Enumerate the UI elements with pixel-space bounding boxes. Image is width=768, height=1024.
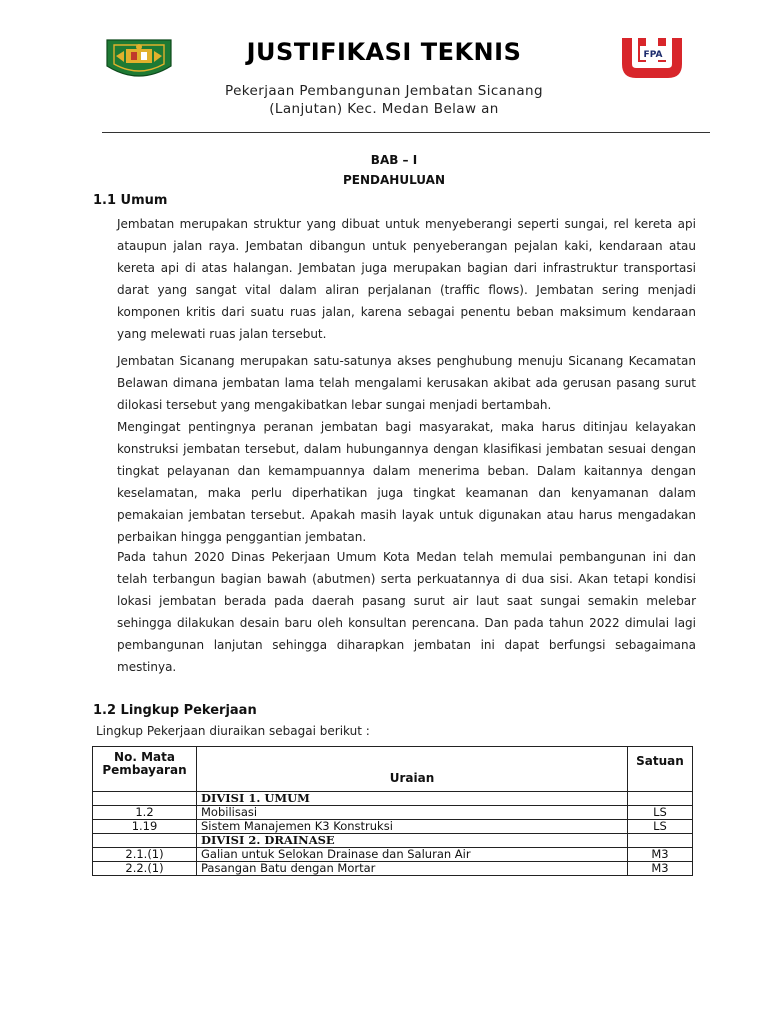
table-division-row bbox=[93, 792, 693, 806]
row-no: 2.2.(1) bbox=[93, 862, 197, 876]
company-logo bbox=[618, 34, 686, 82]
table-header-satuan: Satuan bbox=[628, 747, 693, 792]
company-logo-text: FPA bbox=[643, 50, 663, 60]
row-uraian: Mobilisasi bbox=[197, 806, 628, 820]
row-satuan: LS bbox=[628, 820, 693, 834]
table-row bbox=[93, 820, 693, 834]
row-uraian: Sistem Manajemen K3 Konstruksi bbox=[197, 820, 628, 834]
paragraph-1: Jembatan merupakan struktur yang dibuat untuk menyeberangi seperti sungai, rel kereta api ataupun jalan raya. Jembatan dibangun untuk penyeberangan pejalan kaki, kendaraan atau kereta api di atas halangan. Jembatan juga merupakan bagian dari infrastruktur transportasi darat yang sangat vital dalam aliran perjalanan (traffic flows). Jembatan sering menjadi komponen kritis dari suatu ruas jalan, karena sebagai penentu beban maksimum kendaraan yang melewati ruas jalan tersebut. bbox=[117, 217, 696, 341]
table-row bbox=[93, 862, 693, 876]
lingkup-intro: Lingkup Pekerjaan diuraikan sebagai berikut : bbox=[96, 724, 370, 738]
division-label: DIVISI 2. DRAINASE bbox=[197, 834, 628, 848]
table-header-uraian: Uraian bbox=[197, 747, 628, 792]
section-heading-umum: 1.1 Umum bbox=[93, 193, 168, 208]
row-satuan: LS bbox=[628, 806, 693, 820]
header-divider bbox=[102, 132, 710, 133]
table-header-no: No. Mata Pembayaran bbox=[93, 747, 197, 792]
chapter-name: PENDAHULUAN bbox=[343, 173, 445, 187]
lingkup-table bbox=[92, 746, 693, 876]
table-row bbox=[93, 848, 693, 862]
division-label: DIVISI 1. UMUM bbox=[197, 792, 628, 806]
table-header-row bbox=[93, 747, 693, 792]
row-uraian: Galian untuk Selokan Drainase dan Saluran Air bbox=[197, 848, 628, 862]
row-no: 1.2 bbox=[93, 806, 197, 820]
paragraph-3: Mengingat pentingnya peranan jembatan bagi masyarakat, maka harus ditinjau kelayakan konstruksi jembatan tersebut, dalam hubungannya dengan klasifikasi jembatan sesuai dengan tingkat pelayanan dan kemampuannya dalam menerima beban. Dalam kaitannya dengan keselamatan, maka perlu diperhatikan juga tingkat keamanan dan kenyamanan dalam pemakaian jembatan tersebut. Apakah masih layak untuk digunakan atau harus mengadakan perbaikan hingga penggantian jembatan. bbox=[117, 420, 696, 544]
document-subtitle-line2: (Lanjutan) Kec. Medan Belaw an bbox=[269, 101, 499, 117]
row-satuan: M3 bbox=[628, 848, 693, 862]
document-subtitle-line1: Pekerjaan Pembangunan Jembatan Sicanang bbox=[225, 83, 543, 99]
paragraph-2: Jembatan Sicanang merupakan satu-satunya akses penghubung menuju Sicanang Kecamatan Belawan dimana jembatan lama telah mengalami kerusakan akibat ada gerusan pasang surut dilokasi tersebut yang mengakibatkan lebar sungai menjadi bertambah. bbox=[117, 354, 696, 412]
row-satuan: M3 bbox=[628, 862, 693, 876]
table-division-row bbox=[93, 834, 693, 848]
chapter-number: BAB – I bbox=[370, 153, 418, 167]
row-uraian: Pasangan Batu dengan Mortar bbox=[197, 862, 628, 876]
section-heading-lingkup: 1.2 Lingkup Pekerjaan bbox=[93, 703, 257, 718]
paragraph-4: Pada tahun 2020 Dinas Pekerjaan Umum Kota Medan telah memulai pembangunan ini dan telah terbangun bagian bawah (abutmen) serta perkuatannya di dua sisi. Akan tetapi kondisi lokasi jembatan berada pada daerah pasang surut air laut saat sungai semakin melebar sehingga dilakukan desain baru oleh konsultan perencana. Dan pada tahun 2022 dimulai lagi pembangunan lanjutan sehingga diharapkan jembatan ini dapat berfungsi sebagaimana mestinya. bbox=[117, 550, 696, 674]
table-row bbox=[93, 806, 693, 820]
row-no: 2.1.(1) bbox=[93, 848, 197, 862]
document-title: JUSTIFIKASI TEKNIS bbox=[246, 38, 522, 66]
row-no: 1.19 bbox=[93, 820, 197, 834]
